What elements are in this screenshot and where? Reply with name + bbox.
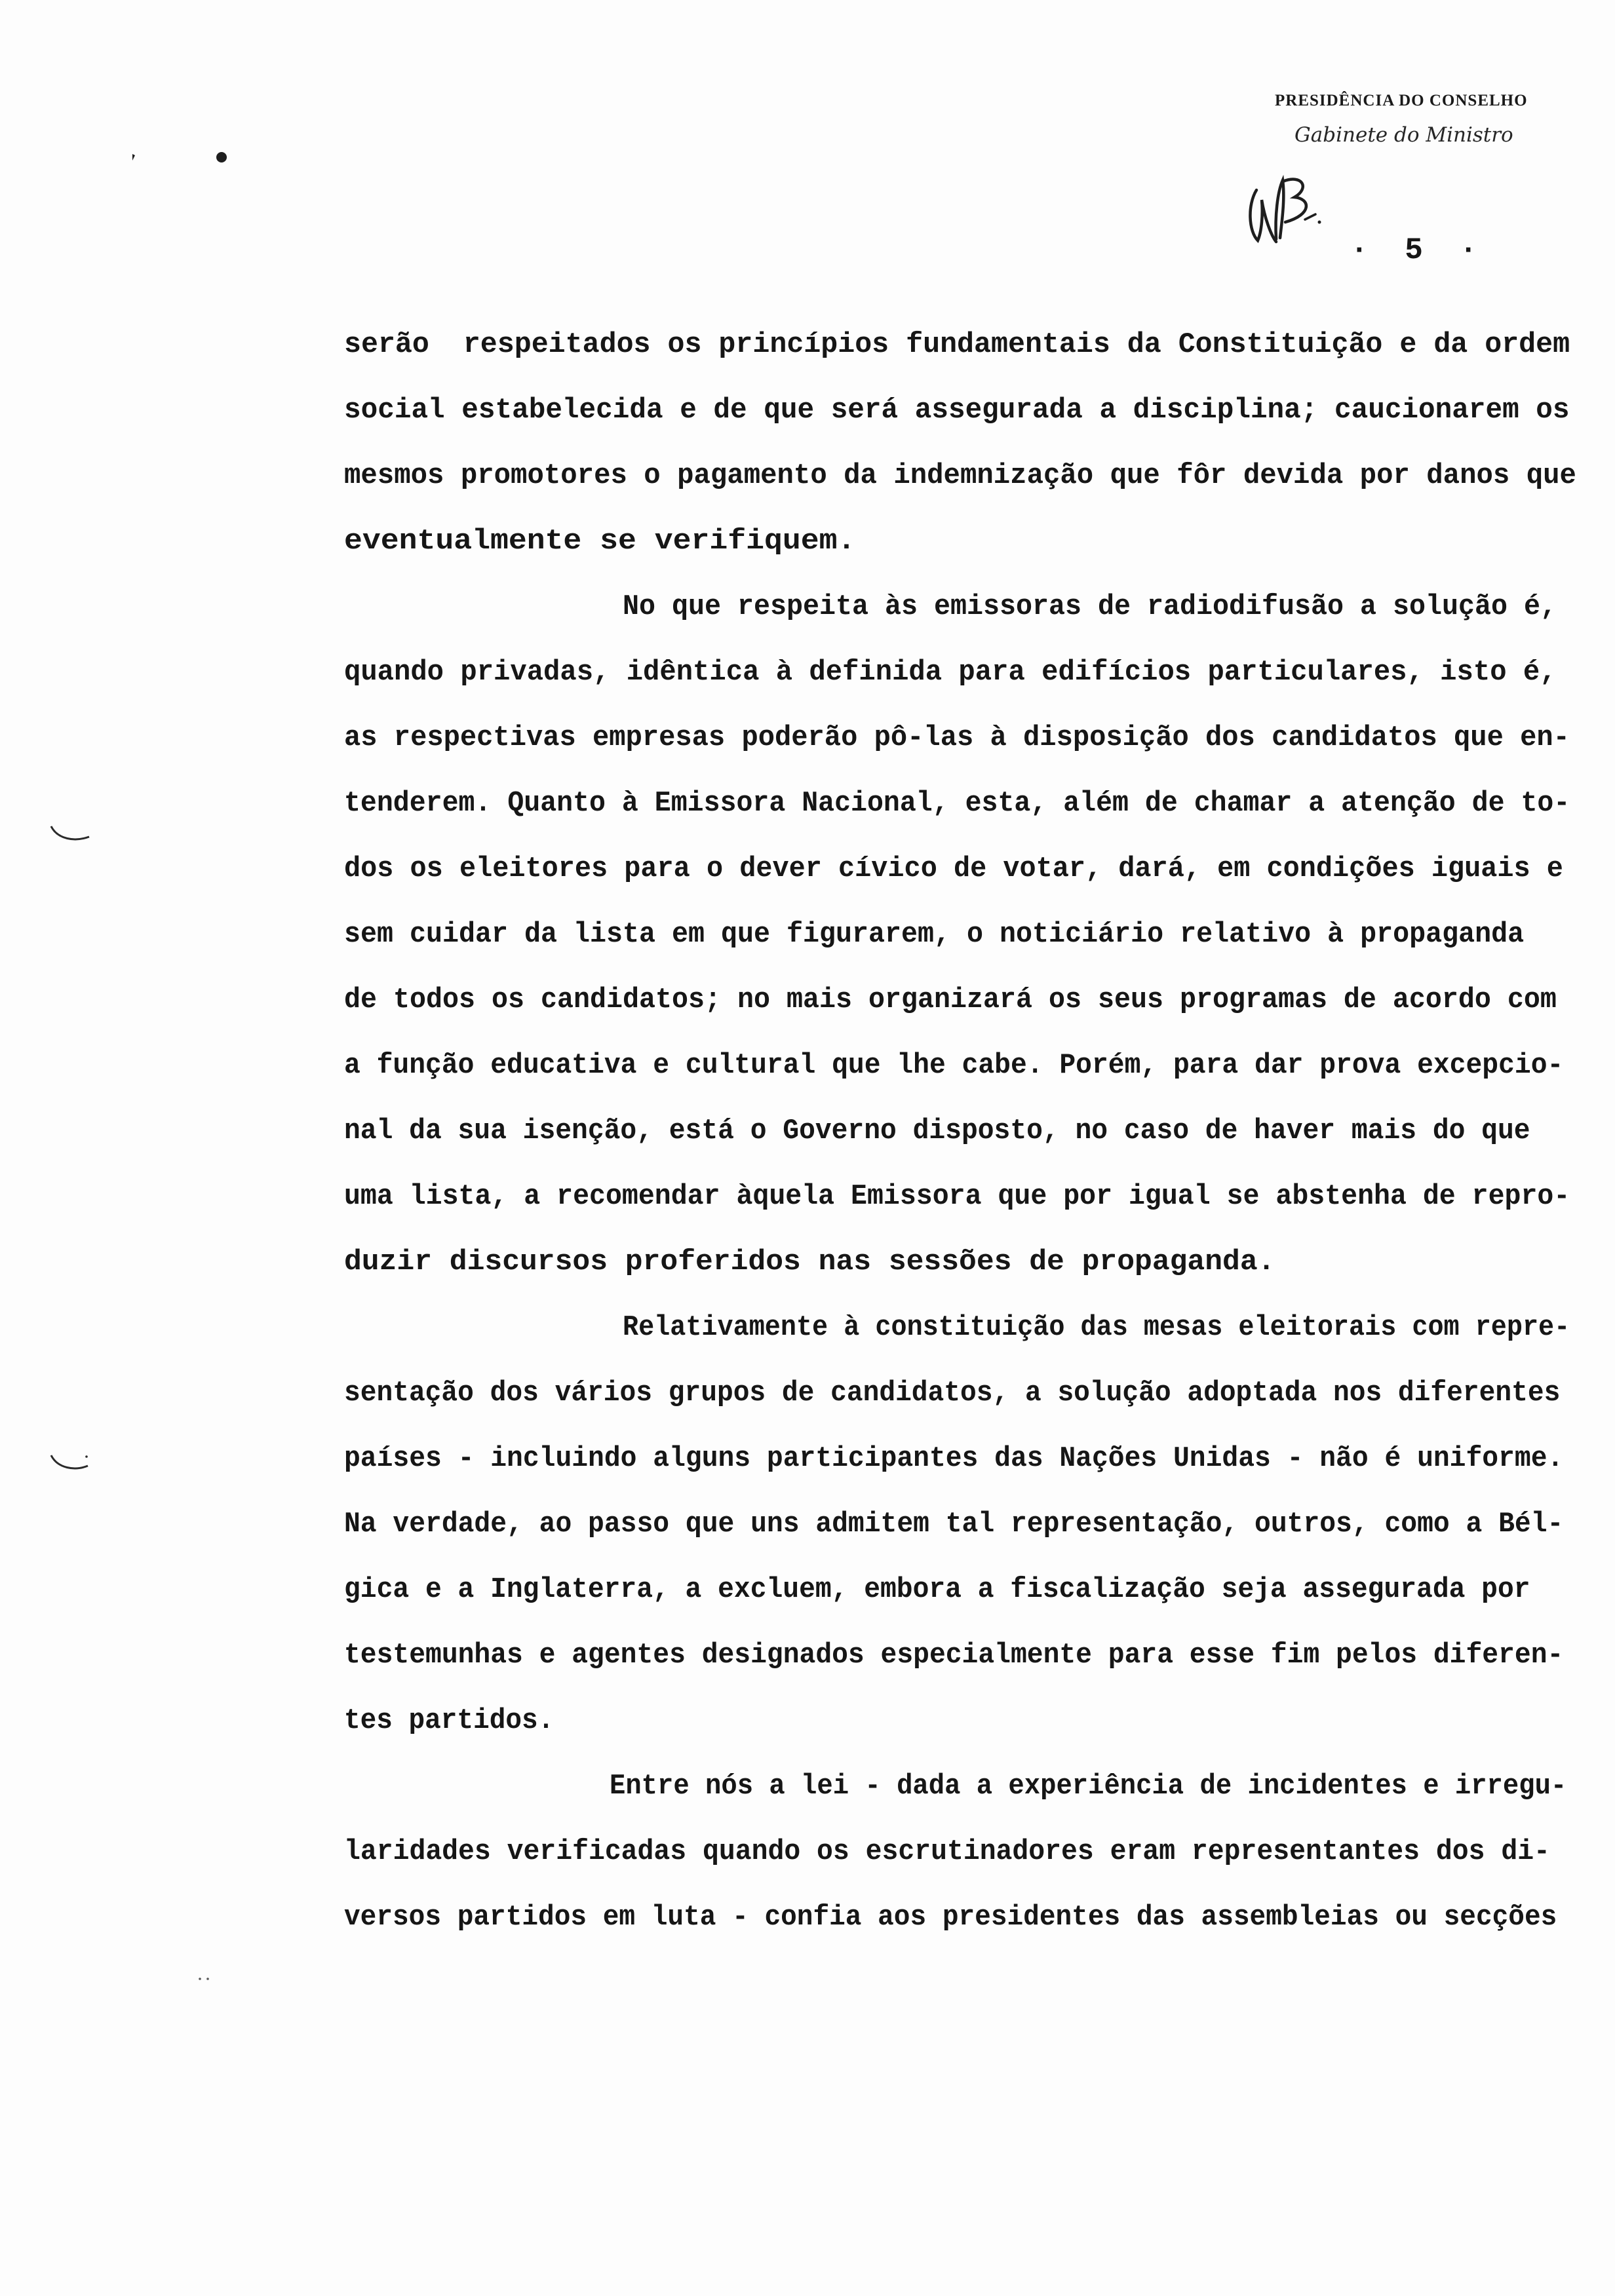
body-line: versos partidos em luta - confia aos presidentes das assembleias ou secções	[344, 1901, 1557, 1934]
handwritten-initials	[1242, 154, 1334, 252]
body-line: laridades verificadas quando os escrutinadores eram representantes dos di-	[344, 1835, 1550, 1868]
body-line: países - incluindo alguns participantes das Nações Unidas - não é uniforme.	[344, 1442, 1564, 1475]
ink-speck	[208, 144, 235, 170]
punch-hole-mark	[46, 822, 98, 849]
body-line: Relativamente à constituição das mesas eleitorais com repre-	[623, 1311, 1570, 1344]
body-line: tenderem. Quanto à Emissora Nacional, esta, além de chamar a atenção de to-	[344, 787, 1570, 820]
body-line: gica e a Inglaterra, a excluem, embora a fiscalização seja assegurada por	[344, 1573, 1530, 1606]
body-line: dos os eleitores para o dever cívico de votar, dará, em condições iguais e	[344, 852, 1563, 885]
body-line: quando privadas, idêntica à definida para edifícios particulares, isto é,	[344, 656, 1557, 689]
body-line: sem cuidar da lista em que figurarem, o noticiário relativo à propaganda	[344, 918, 1525, 951]
body-line: eventualmente se verifiquem.	[344, 525, 856, 558]
body-line: No que respeita às emissoras de radiodifusão a solução é,	[623, 590, 1557, 623]
body-line: as respectivas empresas poderão pô-las à disposição dos candidatos que en-	[344, 721, 1570, 754]
letterhead: PRESIDÊNCIA DO CONSELHO	[1275, 92, 1528, 109]
ink-speck	[125, 147, 144, 167]
body-line: nal da sua isenção, está o Governo disposto, no caso de haver mais do que	[344, 1115, 1530, 1147]
body-line: a função educativa e cultural que lhe cabe. Porém, para dar prova excepcio-	[344, 1049, 1564, 1082]
body-line: uma lista, a recomendar àquela Emissora que por igual se abstenha de repro-	[344, 1180, 1570, 1213]
page-number: · 5 ·	[1350, 233, 1487, 267]
body-line: testemunhas e agentes designados especialmente para esse fim pelos diferen-	[344, 1639, 1564, 1672]
body-line: tes partidos.	[344, 1704, 555, 1737]
cabinet-subtitle: Gabinete do Ministro	[1294, 123, 1513, 147]
body-line: duzir discursos proferidos nas sessões de propaganda.	[344, 1246, 1275, 1278]
body-line: Entre nós a lei - dada a experiência de incidentes e irregu-	[610, 1770, 1567, 1803]
ink-speck	[193, 1972, 220, 1985]
punch-hole-mark	[46, 1451, 98, 1478]
body-line: sentação dos vários grupos de candidatos, a solução adoptada nos diferentes	[344, 1377, 1561, 1409]
body-line: serão respeitados os princípios fundamentais da Constituição e da ordem	[344, 328, 1570, 361]
body-line: social estabelecida e de que será assegurada a disciplina; caucionarem os	[344, 394, 1570, 427]
body-line: Na verdade, ao passo que uns admitem tal representação, outros, como a Bél-	[344, 1508, 1564, 1540]
body-line: de todos os candidatos; no mais organizará os seus programas de acordo com	[344, 984, 1557, 1016]
body-line: mesmos promotores o pagamento da indemnização que fôr devida por danos que	[344, 459, 1576, 492]
